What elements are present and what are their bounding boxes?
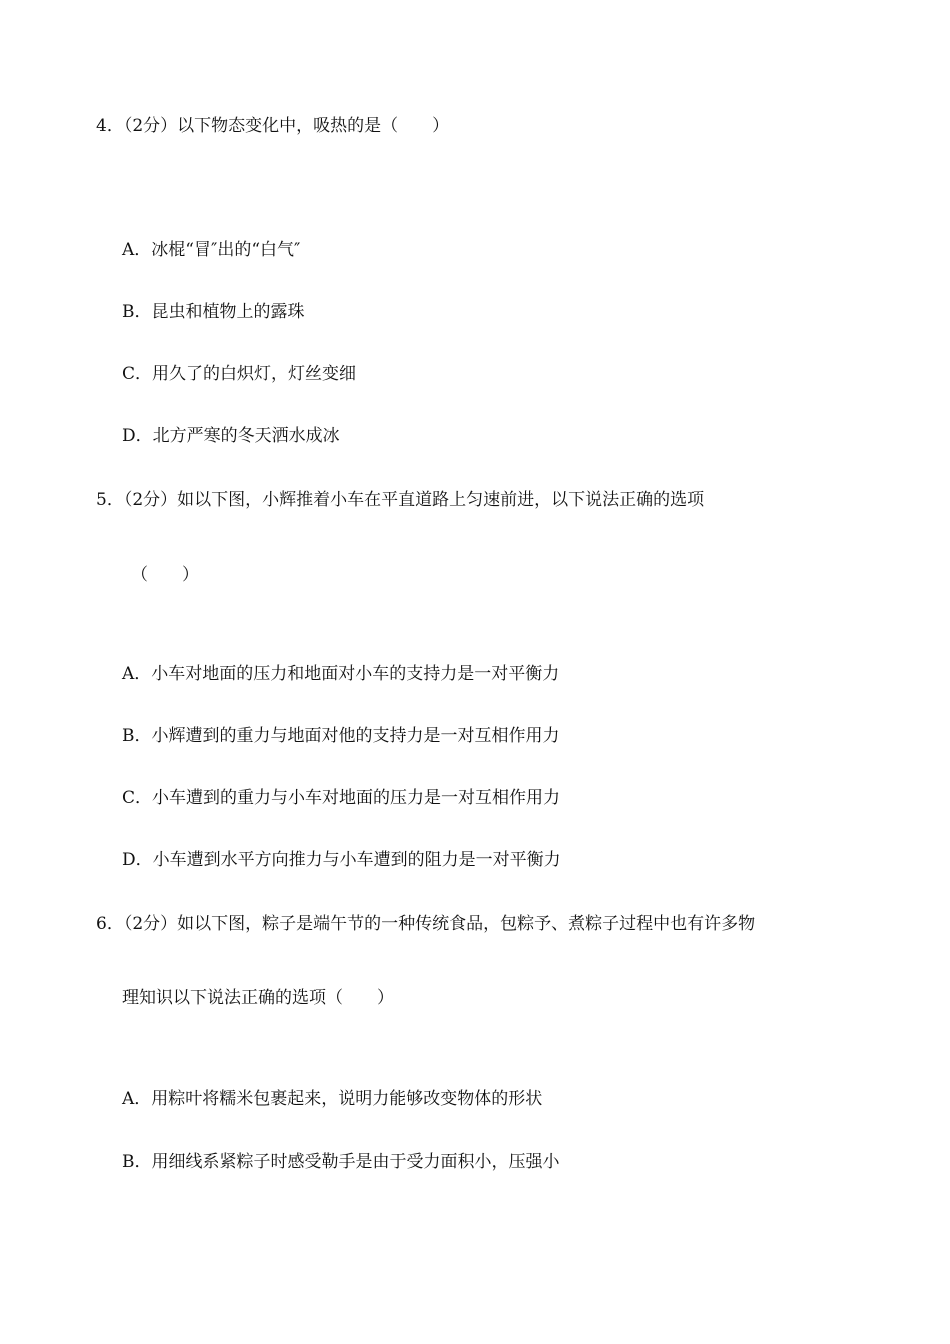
question-5-stem: 5．（2分）如以下图，小辉推着小车在平直道路上匀速前进，以下说法正确的选项 bbox=[96, 490, 705, 510]
question-4-stem: 4．（2分）以下物态变化中，吸热的是（ ） bbox=[96, 116, 450, 136]
question-5-option-b: B．小辉遭到的重力与地面对他的支持力是一对互相作用力 bbox=[122, 726, 560, 746]
question-5-option-c: C．小车遭到的重力与小车对地面的压力是一对互相作用力 bbox=[122, 788, 561, 808]
question-5-option-a: A．小车对地面的压力和地面对小车的支持力是一对平衡力 bbox=[122, 664, 560, 684]
question-4-option-b: B．昆虫和植物上的露珠 bbox=[122, 302, 305, 322]
question-4-option-d: D．北方严寒的冬天洒水成冰 bbox=[122, 426, 340, 446]
question-6-option-a: A．用粽叶将糯米包裹起来，说明力能够改变物体的形状 bbox=[122, 1089, 543, 1109]
question-5-option-d: D．小车遭到水平方向推力与小车遭到的阻力是一对平衡力 bbox=[122, 850, 561, 870]
question-6-stem: 6．（2分）如以下图，粽子是端午节的一种传统食品，包粽予、煮粽子过程中也有许多物 bbox=[96, 914, 756, 934]
question-5-answer-blank: （ ） bbox=[131, 565, 199, 585]
question-6-option-b: B．用细线系紧粽子时感受勒手是由于受力面积小，压强小 bbox=[122, 1152, 560, 1172]
question-4-option-c: C．用久了的白炽灯，灯丝变细 bbox=[122, 364, 357, 384]
question-6-stem-continuation: 理知识以下说法正确的选项（ ） bbox=[122, 988, 394, 1008]
question-4-option-a: A．冰棍“冒″出的“白气″ bbox=[122, 240, 301, 260]
